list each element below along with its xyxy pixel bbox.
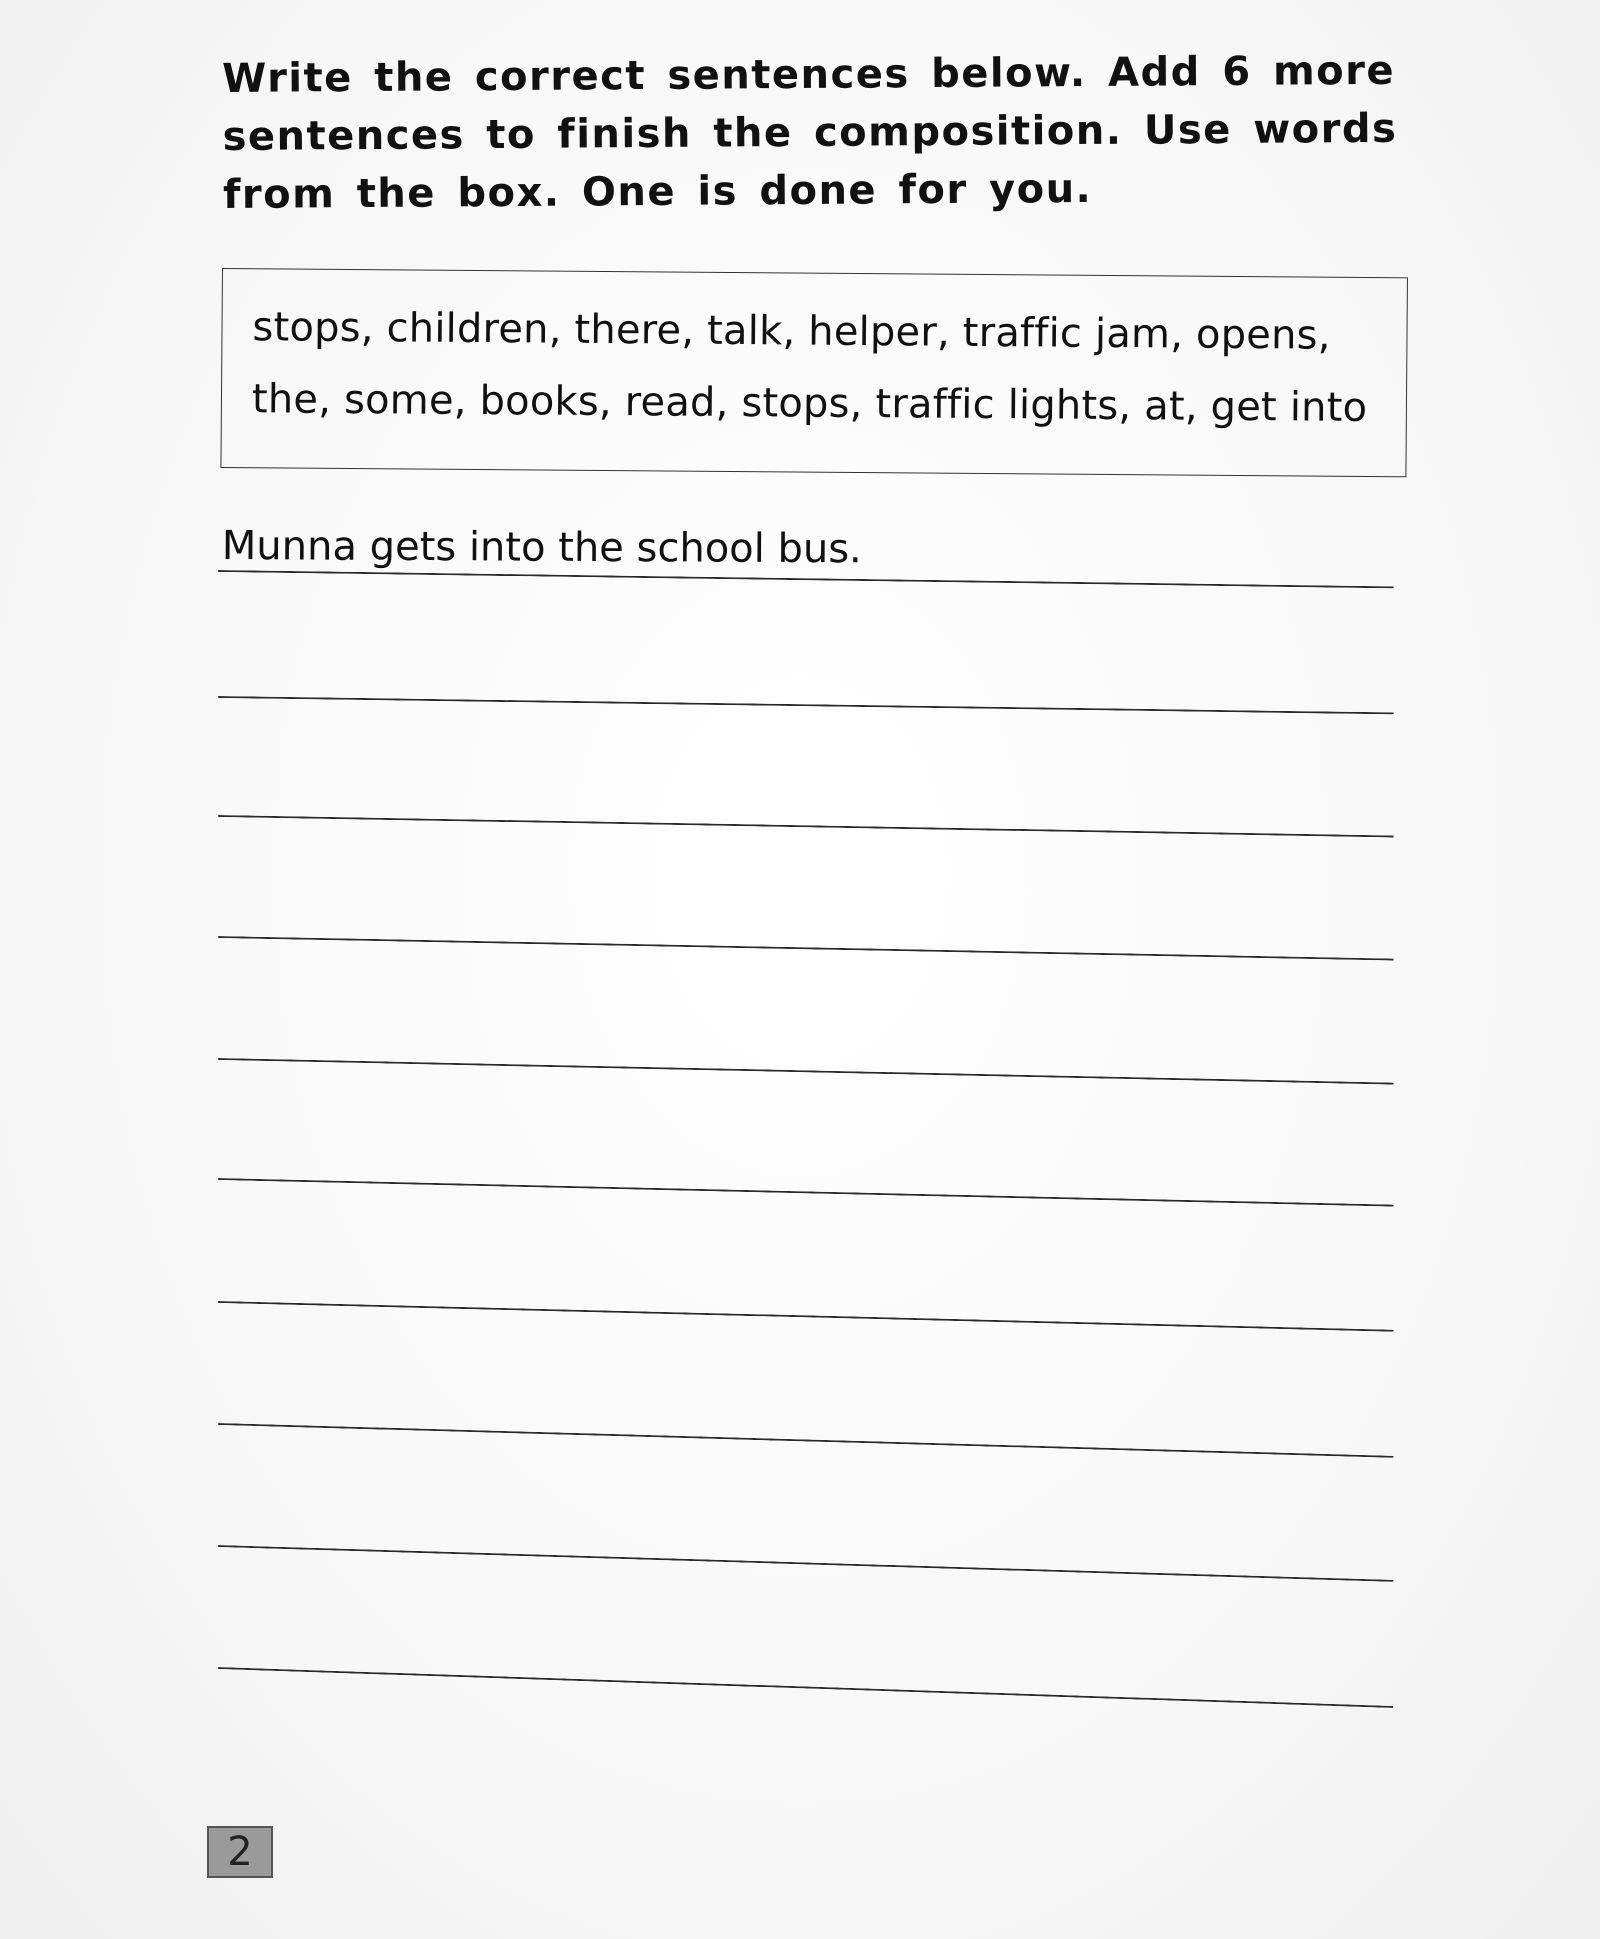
instructions-text <box>222 42 1413 224</box>
instructions-line-1: Write the correct sentences below. Add 6 more <box>222 47 1396 102</box>
instructions-line-2: sentences to finish the composition. Use words <box>222 105 1398 160</box>
writing-line-5[interactable] <box>218 1058 1394 1085</box>
writing-line-2[interactable] <box>218 696 1394 714</box>
writing-line-6[interactable] <box>218 1178 1394 1207</box>
writing-line-8[interactable] <box>218 1423 1394 1458</box>
instructions-line-3: from the box. One is done for you. <box>222 165 1093 218</box>
writing-line-4[interactable] <box>218 936 1394 961</box>
word-box-line-1: stops, children, there, talk, helper, traffic jam, opens, <box>252 304 1331 359</box>
word-box <box>220 268 1408 477</box>
writing-line-3[interactable] <box>218 815 1394 838</box>
word-box-line-2: the, some, books, read, stops, traffic lights, at, get into <box>251 376 1368 431</box>
writing-line-9[interactable] <box>218 1545 1394 1582</box>
example-sentence: Munna gets into the school bus. <box>221 522 862 573</box>
writing-line-10[interactable] <box>218 1667 1393 1708</box>
writing-line-7[interactable] <box>218 1301 1394 1332</box>
page-number-badge: 2 <box>207 1826 273 1878</box>
